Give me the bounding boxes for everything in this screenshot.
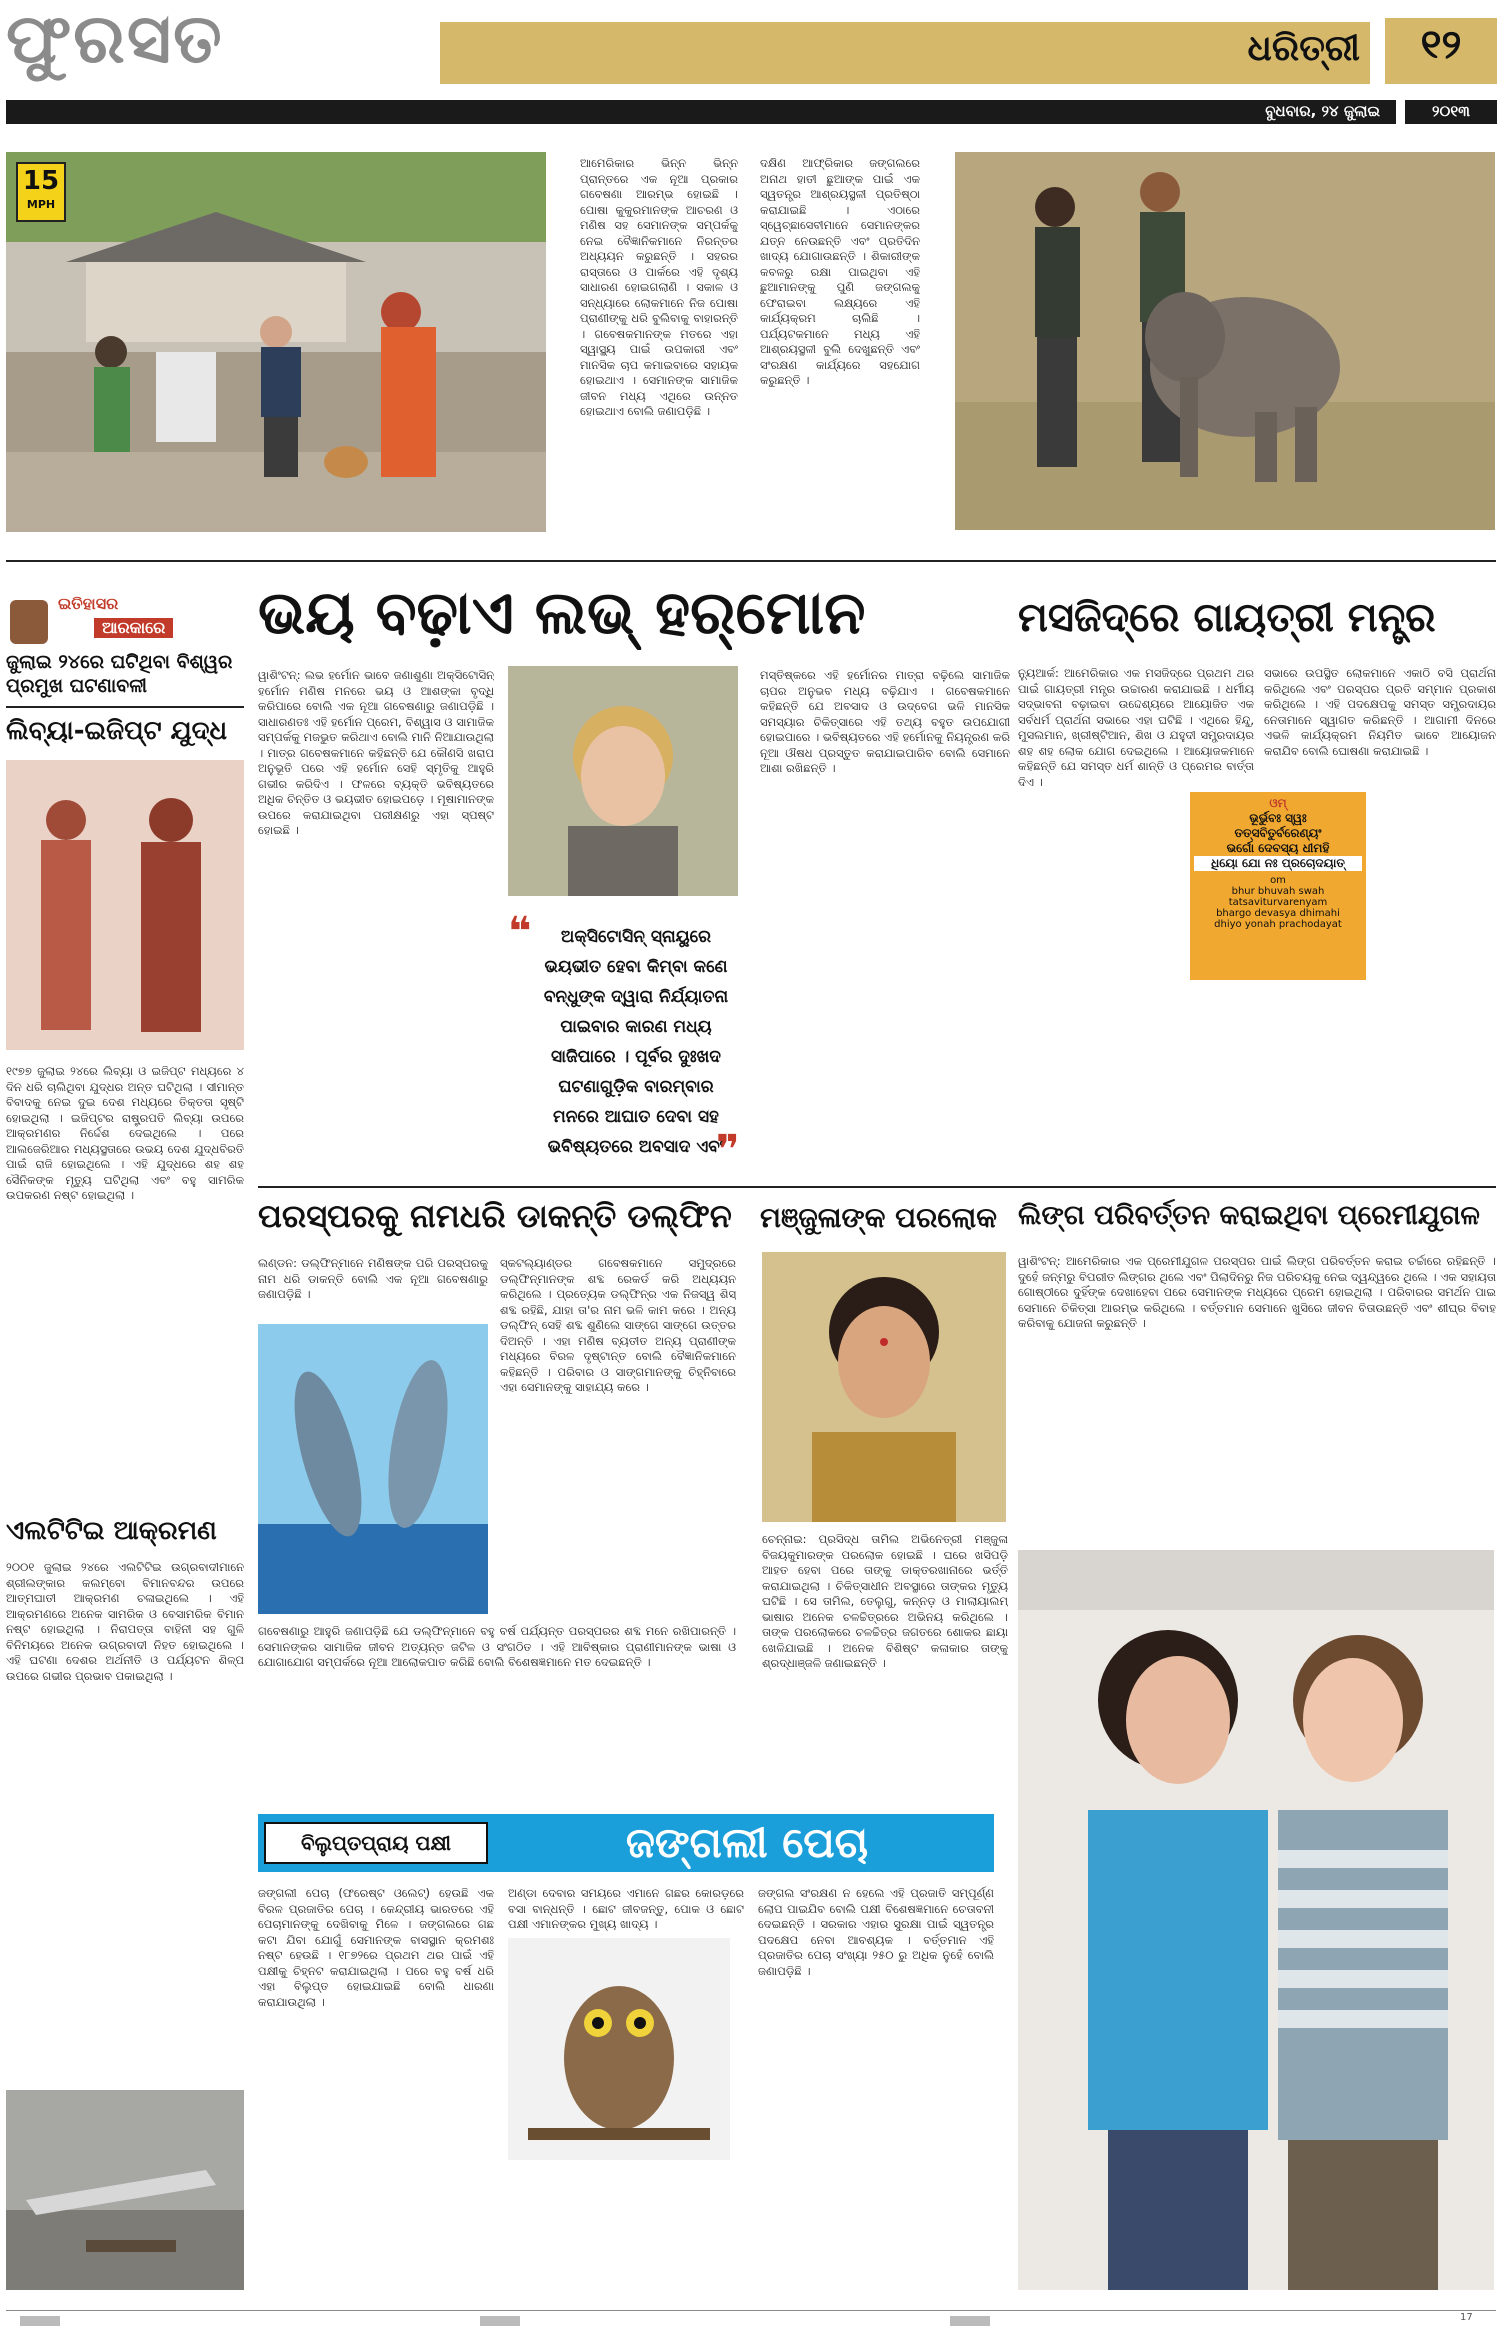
owl-col2: ଅଣ୍ଡା ଦେବାର ସମୟରେ ଏମାନେ ଗଛର କୋରଡ଼ରେ ବସା ବାନ୍ଧନ୍ତି । ଛୋଟ ଜୀବଜନ୍ତୁ, ପୋକ ଓ ଛୋଟ ପକ୍ଷୀ ଏମାନଙ୍କର ମୁଖ୍ୟ ଖାଦ୍ୟ ।: [508, 1886, 744, 1931]
gayatri-col2: ସଭାରେ ଉପସ୍ଥିତ ଲୋକମାନେ ଏକାଠି ବସି ପ୍ରାର୍ଥନା କରିଥିଲେ ଏବଂ ପରସ୍ପର ପ୍ରତି ସମ୍ମାନ ପ୍ରକାଶ କରିଥିଲେ । ଏହି ପଦକ୍ଷେପକୁ ସମସ୍ତ ସମ୍ପ୍ରଦାୟର ନେତାମାନେ ସ୍ୱାଗତ କରିଛନ୍ତି । ଆଗାମୀ ଦିନରେ ଏଭଳି କାର୍ଯ୍ୟକ୍ରମ ନିୟମିତ ଭାବେ ଆୟୋଜନ କରାଯିବ ବୋଲି ଘୋଷଣା କରାଯାଇଛି ।: [1264, 666, 1496, 758]
history-tag-line1: ଇତିହାସର: [58, 594, 119, 613]
section-title: ଧରିତ୍ରୀ: [1247, 28, 1360, 69]
gayatri-col1: ନ୍ୟୁଆର୍କ: ଆମେରିକାର ଏକ ମସଜିଦ୍‌ରେ ପ୍ରଥମ ଥର ପାଇଁ ଗାୟତ୍ରୀ ମନ୍ତ୍ର ଉଚ୍ଚାରଣ କରାଯାଇଛି । ଧର୍ମୀୟ ସଦ୍ଭାବନା ବଢ଼ାଇବା ଉଦ୍ଦେଶ୍ୟରେ ଆୟୋଜିତ ଏକ ସର୍ବଧର୍ମ ପ୍ରାର୍ଥନା ସଭାରେ ଏହା ଘଟିଛି । ଏଥିରେ ହିନ୍ଦୁ, ମୁସଲମାନ, ଖ୍ରୀଷ୍ଟିଆନ, ଶିଖ ଓ ଯହୁଦୀ ସମ୍ପ୍ରଦାୟର ଶହ ଶହ ଲୋକ ଯୋଗ ଦେଇଥିଲେ । ଆୟୋଜକମାନେ କହିଛନ୍ତି ଯେ ସମସ୍ତ ଧର୍ମ ଶାନ୍ତି ଓ ପ୍ରେମର ବାର୍ତ୍ତା ଦିଏ ।: [1018, 666, 1254, 789]
dog-walk-photo: [6, 152, 546, 532]
owl-tag: ବିଲୁପ୍ତପ୍ରାୟ ପକ୍ଷୀ: [264, 1822, 488, 1864]
mantra-box: [1190, 792, 1366, 980]
mantra-line-4: ଭର୍ଗୋ ଦେବସ୍ୟ ଧୀମହି: [1226, 841, 1330, 855]
woman-crying-photo: [508, 666, 738, 896]
owl-col1: ଜଙ୍ଗଲୀ ପେଚା (ଫରେଷ୍ଟ ଓଲେଟ୍) ହେଉଛି ଏକ ବିରଳ ପ୍ରଜାତିର ପେଚା । କେନ୍ଦ୍ରୀୟ ଭାରତରେ ଏହି ପେଚାମାନଙ୍କୁ ଦେଖିବାକୁ ମିଳେ । ଜଙ୍ଗଲରେ ଗଛ କଟା ଯିବା ଯୋଗୁଁ ସେମାନଙ୍କ ବାସସ୍ଥାନ କ୍ରମଶଃ ନଷ୍ଟ ହେଉଛି । ୧୮୭୨ରେ ପ୍ରଥମ ଥର ପାଇଁ ଏହି ପକ୍ଷୀକୁ ଚିହ୍ନଟ କରାଯାଇଥିଲା । ପରେ ବହୁ ବର୍ଷ ଧରି ଏହା ବିଲୁପ୍ତ ହୋଇଯାଇଛି ବୋଲି ଧାରଣା କରାଯାଉଥିଲା ।: [258, 1886, 494, 2009]
mantra-roman-3: tatsaviturvarenyam: [1228, 897, 1328, 908]
history-rule: [6, 706, 244, 708]
couple-headline: ଲିଙ୍ଗ ପରିବର୍ତ୍ତନ କରାଇଥିବା ପ୍ରେମୀଯୁଗଳ: [1018, 1200, 1480, 1231]
masthead: [0, 0, 1500, 130]
lttte-attack-title: ଏଲଟିଟିଇ ଆକ୍ରମଣ: [6, 1516, 217, 1546]
footer-marker: [480, 2316, 520, 2326]
page-number: ୧୨: [1420, 22, 1462, 68]
love-hormone-col2: ମସ୍ତିଷ୍କରେ ଏହି ହର୍ମୋନର ମାତ୍ରା ବଢ଼ିଲେ ସାମାଜିକ ଚାପର ଅନୁଭବ ମଧ୍ୟ ବଢ଼ିଯାଏ । ଗବେଷକମାନେ କହିଛନ୍ତି ଯେ ଅବସାଦ ଓ ଉଦ୍‌ବେଗ ଭଳି ମାନସିକ ସମସ୍ୟାର ଚିକିତ୍ସାରେ ଏହି ତଥ୍ୟ ବହୁତ ଉପଯୋଗୀ ହୋଇପାରେ । ଭବିଷ୍ୟତରେ ଏହି ହର୍ମୋନକୁ ନିୟନ୍ତ୍ରଣ କରି ନୂଆ ଔଷଧ ପ୍ରସ୍ତୁତ କରାଯାଇପାରିବ ବୋଲି ସେମାନେ ଆଶା ରଖିଛନ୍ତି ।: [760, 668, 1010, 775]
mantra-roman-2: bhur bhuvah swah: [1231, 886, 1325, 897]
owl-photo: [508, 1938, 730, 2160]
footer-page-marker: 17: [1460, 2312, 1473, 2323]
elephant-photo: [955, 152, 1495, 530]
dolphin-col1: ଲଣ୍ଡନ: ଡଲ୍‌ଫିନ୍‌ମାନେ ମଣିଷଙ୍କ ପରି ପରସ୍ପରକୁ ନାମ ଧରି ଡାକନ୍ତି ବୋଲି ଏକ ନୂଆ ଗବେଷଣାରୁ ଜଣାପଡ଼ିଛି ।: [258, 1256, 488, 1301]
couple-text: ୱାଶିଂଟନ୍: ଆମେରିକାର ଏକ ପ୍ରେମୀଯୁଗଳ ପରସ୍ପର ପାଇଁ ଲିଙ୍ଗ ପରିବର୍ତ୍ତନ କରାଇ ଚର୍ଚ୍ଚାରେ ରହିଛନ୍ତି । ଦୁହେଁ ଜନ୍ମରୁ ବିପରୀତ ଲିଙ୍ଗର ଥିଲେ ଏବଂ ପିଲାଦିନରୁ ନିଜ ପରିଚୟକୁ ନେଇ ଦ୍ୱନ୍ଦ୍ୱରେ ଥିଲେ । ଏକ ସହାୟତା ଗୋଷ୍ଠୀରେ ଦୁହିଁଙ୍କ ଦେଖାହେବା ପରେ ସେମାନଙ୍କ ମଧ୍ୟରେ ପ୍ରେମ ହୋଇଥିଲା । ପରିବାରର ସମର୍ଥନ ପାଇ ସେମାନେ ଚିକିତ୍ସା ଆରମ୍ଭ କରିଥିଲେ । ବର୍ତ୍ତମାନ ସେମାନେ ଖୁସିରେ ଜୀବନ ବିତାଉଛନ୍ତି ଏବଂ ଶୀଘ୍ର ବିବାହ କରିବାକୁ ଯୋଜନା କରୁଛନ୍ତି ।: [1018, 1254, 1496, 1330]
dolphin-headline: ପରସ୍ପରକୁ ନାମଧରି ଡାକନ୍ତି ଡଲ୍‌ଫିନ: [258, 1197, 732, 1235]
dolphin-col2: ସ୍କଟଲ୍ୟାଣ୍ଡର ଗବେଷକମାନେ ସମୁଦ୍ରରେ ଡଲ୍‌ଫିନ୍‌ମାନଙ୍କ ଶବ୍ଦ ରେକର୍ଡ କରି ଅଧ୍ୟୟନ କରିଥିଲେ । ପ୍ରତ୍ୟେକ ଡଲ୍‌ଫିନ୍‌ର ଏକ ନିଜସ୍ୱ ଶିସ୍ ଶବ୍ଦ ରହିଛି, ଯାହା ତା'ର ନାମ ଭଳି କାମ କରେ । ଅନ୍ୟ ଡଲ୍‌ଫିନ୍ ସେହି ଶବ୍ଦ ଶୁଣିଲେ ସାଙ୍ଗେ ସାଙ୍ଗେ ଉତ୍ତର ଦିଅନ୍ତି । ଏହା ମଣିଷ ବ୍ୟତୀତ ଅନ୍ୟ ପ୍ରାଣୀଙ୍କ ମଧ୍ୟରେ ବିରଳ ଦୃଷ୍ଟାନ୍ତ ବୋଲି ବୈଜ୍ଞାନିକମାନେ କହିଛନ୍ତି । ପରିବାର ଓ ସାଙ୍ଗମାନଙ୍କୁ ଚିହ୍ନିବାରେ ଏହା ସେମାନଙ୍କୁ ସାହାଯ୍ୟ କରେ ।: [500, 1256, 736, 1394]
mantra-line-1: ଓମ୍: [1269, 796, 1287, 810]
speed-sign: [16, 162, 66, 222]
footer-marker: [950, 2316, 990, 2326]
manjula-text: ଚେନ୍ନାଇ: ପ୍ରସିଦ୍ଧ ତାମିଲ ଅଭିନେତ୍ରୀ ମଞ୍ଜୁଳା ବିଜୟକୁମାରଙ୍କ ପରଲୋକ ହୋଇଛି । ଘରେ ଖସିପଡ଼ି ଆହତ ହେବା ପରେ ତାଙ୍କୁ ଡାକ୍ତରଖାନାରେ ଭର୍ତ୍ତି କରାଯାଇଥିଲା । ଚିକିତ୍ସାଧୀନ ଅବସ୍ଥାରେ ତାଙ୍କର ମୃତ୍ୟୁ ଘଟିଛି । ସେ ତାମିଲ, ତେଲୁଗୁ, କନ୍ନଡ଼ ଓ ମାଲାୟାଲମ୍ ଭାଷାର ଅନେକ ଚଳଚ୍ଚିତ୍ରରେ ଅଭିନୟ କରିଥିଲେ । ତାଙ୍କ ପରଲୋକରେ ଚଳଚ୍ଚିତ୍ର ଜଗତରେ ଶୋକର ଛାୟା ଖେଳିଯାଇଛି । ଅନେକ ବିଶିଷ୍ଟ କଳାକାର ତାଙ୍କୁ ଶ୍ରଦ୍ଧାଞ୍ଜଳି ଜଣାଇଛନ୍ତି ।: [762, 1532, 1008, 1670]
love-hormone-quote: ଅକ୍ସିଟୋସିନ୍ ସ୍ନାୟୁରେ ଭୟଭୀତ ହେବା କିମ୍ବା କଣେ ବନ୍ଧୁଙ୍କ ଦ୍ୱାରା ନିର୍ଯ୍ୟାତନା ପାଇବାର କାରଣ ମଧ୍ୟ ସାଜିପାରେ । ପୂର୍ବର ଦୁଃଖଦ ଘଟଣାଗୁଡ଼ିକ ବାରମ୍ବାର ମନରେ ଆଘାତ ଦେବା ସହ ଭବିଷ୍ୟତରେ ଅବସାଦ ଏବଂ: [543, 927, 729, 1157]
leaders-photo: [6, 760, 244, 1050]
history-tag-line2: ଆରକାରେ: [94, 618, 173, 638]
footer-rule: [6, 2310, 1496, 2311]
owl-col3: ଜଙ୍ଗଲ ସଂରକ୍ଷଣ ନ ହେଲେ ଏହି ପ୍ରଜାତି ସମ୍ପୂର୍ଣ୍ଣ ଲୋପ ପାଇଯିବ ବୋଲି ପକ୍ଷୀ ବିଶେଷଜ୍ଞମାନେ ଚେତାବନୀ ଦେଇଛନ୍ତି । ସରକାର ଏହାର ସୁରକ୍ଷା ପାଇଁ ସ୍ୱତନ୍ତ୍ର ପଦକ୍ଷେପ ନେବା ଆବଶ୍ୟକ । ବର୍ତ୍ତମାନ ଏହି ପ୍ରଜାତିର ପେଚା ସଂଖ୍ୟା ୨୫୦ ରୁ ଅଧିକ ନୁହେଁ ବୋଲି ଜଣାପଡ଼ିଛି ।: [758, 1886, 994, 1978]
mid-divider: [258, 1186, 1496, 1188]
owl-headline: ଜଙ୍ଗଲୀ ପେଚା: [625, 1818, 869, 1867]
lttte-attack-text: ୨୦୦୧ ଜୁଲାଇ ୨୪ରେ ଏଲଟିଟିଇ ଉଗ୍ରବାଦୀମାନେ ଶ୍ରୀଲଙ୍କାର କଲମ୍ବୋ ବିମାନବନ୍ଦର ଉପରେ ଆତ୍ମଘାତୀ ଆକ୍ରମଣ ଚଳାଇଥିଲେ । ଏହି ଆକ୍ରମଣରେ ଅନେକ ସାମରିକ ଓ ବେସାମରିକ ବିମାନ ନଷ୍ଟ ହୋଇଥିଲା । ନିରାପତ୍ତା ବାହିନୀ ସହ ଗୁଳି ବିନିମୟରେ ଅନେକ ଉଗ୍ରବାଦୀ ନିହତ ହୋଇଥିଲେ । ଏହି ଘଟଣା ଦେଶର ଅର୍ଥନୀତି ଓ ପର୍ଯ୍ୟଟନ ଶିଳ୍ପ ଉପରେ ଗଭୀର ପ୍ରଭାବ ପକାଇଥିଲା ।: [6, 1560, 244, 1683]
history-subtitle: ଜୁଲାଇ ୨୪ରେ ଘଟିଥିବା ବିଶ୍ୱର ପ୍ରମୁଖ ଘଟଣାବଳୀ: [6, 651, 233, 697]
gayatri-headline: ମସଜିଦ୍‌ରେ ଗାୟତ୍ରୀ ମନ୍ତ୍ର: [1018, 595, 1436, 641]
quote-close-mark: ❞: [716, 1127, 740, 1173]
couple-photo: [1018, 1550, 1494, 2290]
love-hormone-headline: ଭୟ ବଢ଼ାଏ ଲଭ୍ ହର୍‌ମୋନ: [258, 578, 866, 648]
mantra-line-5: ଧିୟୋ ଯୋ ନଃ ପ୍ରଚୋଦୟାତ୍: [1194, 856, 1362, 871]
mantra-line-2: ଭୂର୍ଭୁବଃ ସ୍ୱଃ: [1249, 811, 1307, 825]
airport-attack-photo: [6, 2090, 244, 2290]
mantra-roman-4: bhargo devasya dhimahi: [1216, 908, 1340, 919]
year-text: ୨୦୧୩: [1432, 102, 1470, 120]
masthead-title: ଫୁରସତ: [6, 0, 224, 79]
date-text: ବୁଧବାର, ୨୪ ଜୁଲାଇ: [1265, 102, 1380, 120]
quote-open-mark: ❝: [508, 909, 532, 955]
history-tag-box: [6, 590, 244, 656]
mantra-roman-1: om: [1270, 875, 1286, 886]
speed-sign-unit: MPH: [26, 198, 56, 211]
mantra-line-3: ତତ୍‌ସବିତୁର୍ବରେଣ୍ୟଂ: [1234, 826, 1322, 840]
mantra-roman-5: dhiyo yonah prachodayat: [1214, 919, 1342, 930]
libya-egypt-text: ୧୯୭୭ ଜୁଲାଇ ୨୪ରେ ଲିବ୍ୟା ଓ ଇଜିପ୍ଟ ମଧ୍ୟରେ ୪ ଦିନ ଧରି ଚାଲିଥିବା ଯୁଦ୍ଧର ଅନ୍ତ ଘଟିଥିଲା । ସୀମାନ୍ତ ବିବାଦକୁ ନେଇ ଦୁଇ ଦେଶ ମଧ୍ୟରେ ତିକ୍ତତା ସୃଷ୍ଟି ହୋଇଥିଲା । ଇଜିପ୍ଟର ରାଷ୍ଟ୍ରପତି ଲିବ୍ୟା ଉପରେ ଆକ୍ରମଣର ନିର୍ଦ୍ଦେଶ ଦେଇଥିଲେ । ପରେ ଆଲଜେରିଆର ମଧ୍ୟସ୍ଥତାରେ ଉଭୟ ଦେଶ ଯୁଦ୍ଧବିରତି ପାଇଁ ରାଜି ହୋଇଥିଲେ । ଏହି ଯୁଦ୍ଧରେ ଶହ ଶହ ସୈନିକଙ୍କ ମୃତ୍ୟୁ ଘଟିଥିଲା ଏବଂ ବହୁ ସାମରିକ ଉପକରଣ ନଷ୍ଟ ହୋଇଥିଲା ।: [6, 1064, 244, 1202]
manjula-photo: [762, 1252, 1006, 1522]
speed-sign-number: 15: [22, 166, 60, 196]
dolphin-col3: ଗବେଷଣାରୁ ଆହୁରି ଜଣାପଡ଼ିଛି ଯେ ଡଲ୍‌ଫିନ୍‌ମାନେ ବହୁ ବର୍ଷ ପର୍ଯ୍ୟନ୍ତ ପରସ୍ପରର ଶବ୍ଦ ମନେ ରଖିପାରନ୍ତି । ସେମାନଙ୍କର ସାମାଜିକ ଜୀବନ ଅତ୍ୟନ୍ତ ଜଟିଳ ଓ ସଂଗଠିତ । ଏହି ଆବିଷ୍କାର ପ୍ରାଣୀମାନଙ୍କ ଭାଷା ଓ ଯୋଗାଯୋଗ ସମ୍ପର୍କରେ ନୂଆ ଆଲୋକପାତ କରିଛି ବୋଲି ବିଶେଷଜ୍ଞମାନେ ମତ ଦେଇଛନ୍ତି ।: [258, 1624, 736, 1669]
footer-marker: [20, 2316, 60, 2326]
top-story-col1: ଆମେରିକାର ଭିନ୍ନ ଭିନ୍ନ ପ୍ରାନ୍ତରେ ଏକ ନୂଆ ପ୍ରକାର ଗବେଷଣା ଆରମ୍ଭ ହୋଇଛି । ପୋଷା କୁକୁରମାନଙ୍କ ଆଚରଣ ଓ ମଣିଷ ସହ ସେମାନଙ୍କ ସମ୍ପର୍କକୁ ନେଇ ବୈଜ୍ଞାନିକମାନେ ନିରନ୍ତର ଅଧ୍ୟୟନ କରୁଛନ୍ତି । ସହରର ରାସ୍ତାରେ ଓ ପାର୍କରେ ଏହି ଦୃଶ୍ୟ ସାଧାରଣ ହୋଇଗଲାଣି । ସକାଳ ଓ ସନ୍ଧ୍ୟାରେ ଲୋକମାନେ ନିଜ ପୋଷା ପ୍ରାଣୀଙ୍କୁ ଧରି ବୁଲିବାକୁ ବାହାରନ୍ତି । ଗବେଷକମାନଙ୍କ ମତରେ ଏହା ସ୍ୱାସ୍ଥ୍ୟ ପାଇଁ ଉପକାରୀ ଏବଂ ମାନସିକ ଚାପ କମାଇବାରେ ସହାୟକ ହୋଇଥାଏ । ସେମାନଙ୍କ ସାମାଜିକ ଜୀବନ ମଧ୍ୟ ଏଥିରେ ଉନ୍ନତ ହୋଇଥାଏ ବୋଲି ଜଣାପଡ଼ିଛି ।: [580, 156, 738, 418]
top-story-col2: ଦକ୍ଷିଣ ଆଫ୍ରିକାର ଜଙ୍ଗଲରେ ଅନାଥ ହାତୀ ଛୁଆଙ୍କ ପାଇଁ ଏକ ସ୍ୱତନ୍ତ୍ର ଆଶ୍ରୟସ୍ଥଳୀ ପ୍ରତିଷ୍ଠା କରାଯାଇଛି । ଏଠାରେ ସ୍ୱେଚ୍ଛାସେବୀମାନେ ସେମାନଙ୍କର ଯତ୍ନ ନେଉଛନ୍ତି ଏବଂ ପ୍ରତିଦିନ ଖାଦ୍ୟ ଯୋଗାଉଛନ୍ତି । ଶିକାରୀଙ୍କ କବଳରୁ ରକ୍ଷା ପାଇଥିବା ଏହି ଛୁଆମାନଙ୍କୁ ପୁଣି ଜଙ୍ଗଲକୁ ଫେରାଇବା ଲକ୍ଷ୍ୟରେ ଏହି କାର୍ଯ୍ୟକ୍ରମ ଚାଲିଛି । ପର୍ଯ୍ୟଟକମାନେ ମଧ୍ୟ ଏହି ଆଶ୍ରୟସ୍ଥଳୀ ବୁଲି ଦେଖୁଛନ୍ତି ଏବଂ ସଂରକ୍ଷଣ କାର୍ଯ୍ୟରେ ସହଯୋଗ କରୁଛନ୍ତି ।: [760, 156, 920, 387]
love-hormone-col1: ୱାଶିଂଟନ୍: ଲଭ ହର୍ମୋନ ଭାବେ ଜଣାଶୁଣା ଅକ୍ସିଟୋସିନ୍ ହର୍ମୋନ ମଣିଷ ମନରେ ଭୟ ଓ ଆଶଙ୍କା ବୃଦ୍ଧି କରିପାରେ ବୋଲି ଏକ ନୂଆ ଗବେଷଣାରୁ ଜଣାପଡ଼ିଛି । ସାଧାରଣତଃ ଏହି ହର୍ମୋନ ପ୍ରେମ, ବିଶ୍ୱାସ ଓ ସାମାଜିକ ସମ୍ପର୍କକୁ ମଜଭୁତ କରିଥାଏ ବୋଲି ମାନି ନିଆଯାଉଥିଲା । ମାତ୍ର ଗବେଷକମାନେ କହିଛନ୍ତି ଯେ କୌଣସି ଖରାପ ଅନୁଭୂତି ପରେ ଏହି ହର୍ମୋନ ସେହି ସ୍ମୃତିକୁ ଆହୁରି ଗଭୀର କରିଦିଏ । ଫଳରେ ବ୍ୟକ୍ତି ଭବିଷ୍ୟତରେ ଅଧିକ ଚିନ୍ତିତ ଓ ଭୟଭୀତ ହୋଇପଡ଼େ । ମୂଷାମାନଙ୍କ ଉପରେ କରାଯାଇଥିବା ପରୀକ୍ଷଣରୁ ଏହା ସ୍ପଷ୍ଟ ହୋଇଛି ।: [258, 668, 494, 837]
dolphins-photo: [258, 1324, 488, 1614]
scroll-icon: [10, 600, 48, 644]
manjula-headline: ମଞ୍ଜୁଳାଙ୍କ ପରଲୋକ: [760, 1201, 997, 1234]
section-divider: [6, 560, 1496, 562]
libya-egypt-title: ଲିବ୍ୟା-ଇଜିପ୍ଟ ଯୁଦ୍ଧ: [6, 716, 228, 746]
